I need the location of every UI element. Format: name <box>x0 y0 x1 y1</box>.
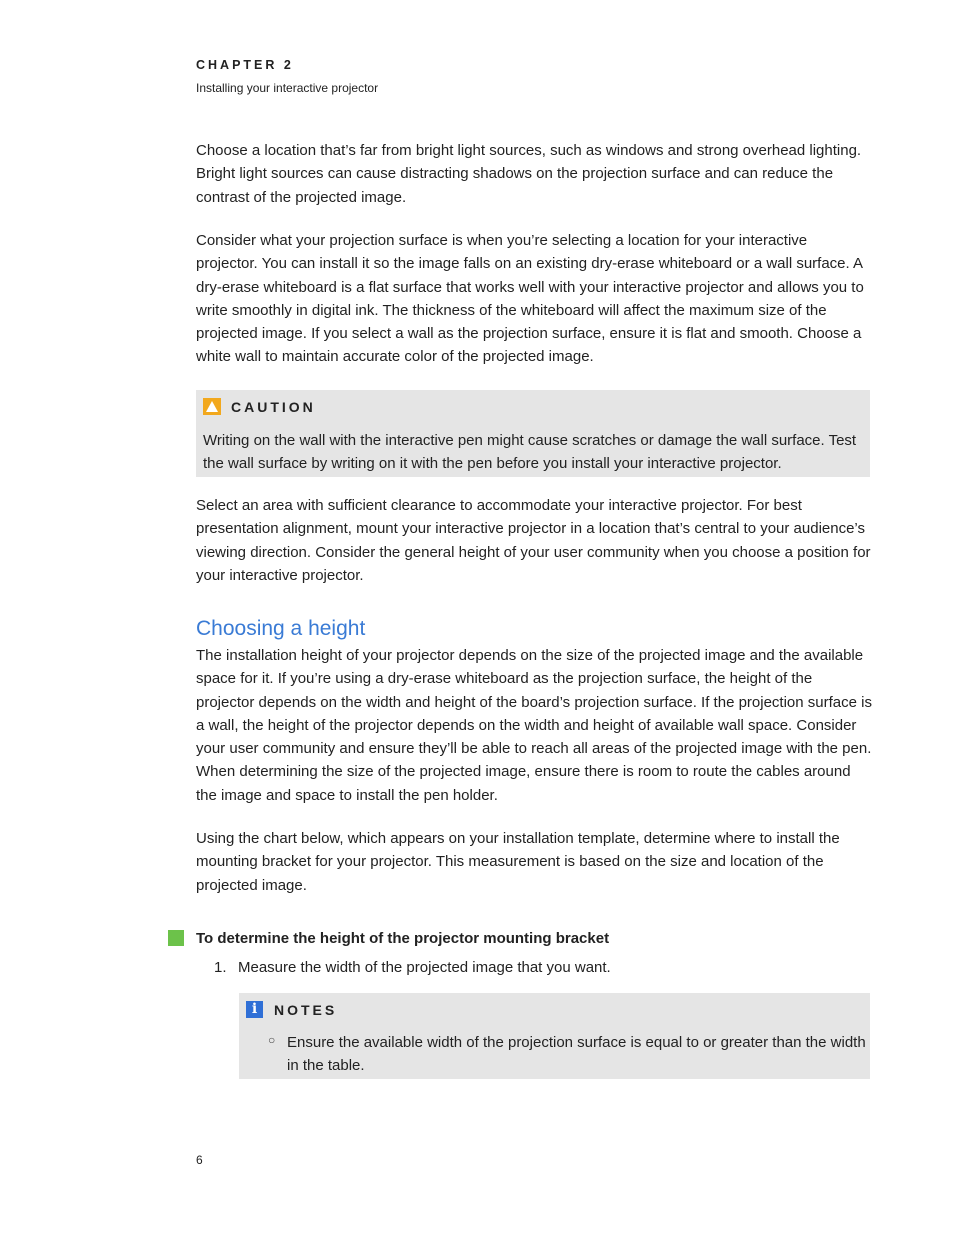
procedure-icon <box>168 930 184 946</box>
procedure-title: To determine the height of the projector mounting bracket <box>196 930 610 947</box>
paragraph-installation-height: The installation height of your projector depends on the size of the projected image and the available space for it. If you’re using a dry-erase whiteboard as the projection surface, the height of the projector depends on the width and height of the board’s projection surface. If the projection surface is a wall, the height of the projector depends on the width and height of available wall space. Consider your user community and ensure they’ll be able to reach all areas of the projected image with the pen. When determining the size of the projected image, ensure there is room to route the cables around the image and space to install the pen holder. <box>196 647 872 804</box>
paragraph-projection-surface: Consider what your projection surface is when you’re selecting a location for your interactive projector. You can install it so the image falls on an existing dry-erase whiteboard or a wall surface. A dry-erase whiteboard is a flat surface that works well with your interactive projector and allows you to write smoothly in digital ink. The thickness of the whiteboard will affect the maximum size of the projected image. If you select a wall as the projection surface, ensure it is flat and smooth. Choose a white wall to maintain accurate color of the projected image. <box>196 232 864 366</box>
section-heading: Choosing a height <box>196 617 366 640</box>
caution-callout <box>196 390 870 477</box>
info-icon: i <box>246 1001 263 1018</box>
paragraph-chart-instructions: Using the chart below, which appears on your installation template, determine where to install the mounting bracket for your projector. This measurement is based on the size and location of the projected image. <box>196 830 840 894</box>
caution-heading: CAUTION <box>231 399 316 415</box>
chapter-label: CHAPTER 2 <box>196 58 294 72</box>
caution-text: Writing on the wall with the interactive pen might cause scratches or damage the wall surface. Test the wall surface by writing on it with the pen before you install your interactive projector. <box>203 432 857 473</box>
notes-callout <box>239 993 870 1079</box>
warning-icon <box>203 398 221 415</box>
chapter-title: Installing your interactive projector <box>196 81 379 95</box>
page-number: 6 <box>196 1153 203 1167</box>
paragraph-location-light: Choose a location that’s far from bright light sources, such as windows and strong overhead lighting. Bright light sources can cause distracting shadows on the projection surface and can reduce the contrast of the projected image. <box>196 142 862 206</box>
paragraph-clearance: Select an area with sufficient clearance to accommodate your interactive projector. For best presentation alignment, mount your interactive projector in a location that’s central to your audience’s viewing direction. Consider the general height of your user community when you choose a position for your interactive projector. <box>196 497 871 584</box>
step-text: Measure the width of the projected image that you want. <box>238 959 611 976</box>
procedure-step <box>214 959 611 976</box>
bullet-icon: ○ <box>268 1033 276 1047</box>
step-number: 1. <box>214 959 227 976</box>
note-item: Ensure the available width of the projection surface is equal to or greater than the width in the table. <box>287 1034 866 1075</box>
notes-heading: NOTES <box>274 1002 338 1018</box>
